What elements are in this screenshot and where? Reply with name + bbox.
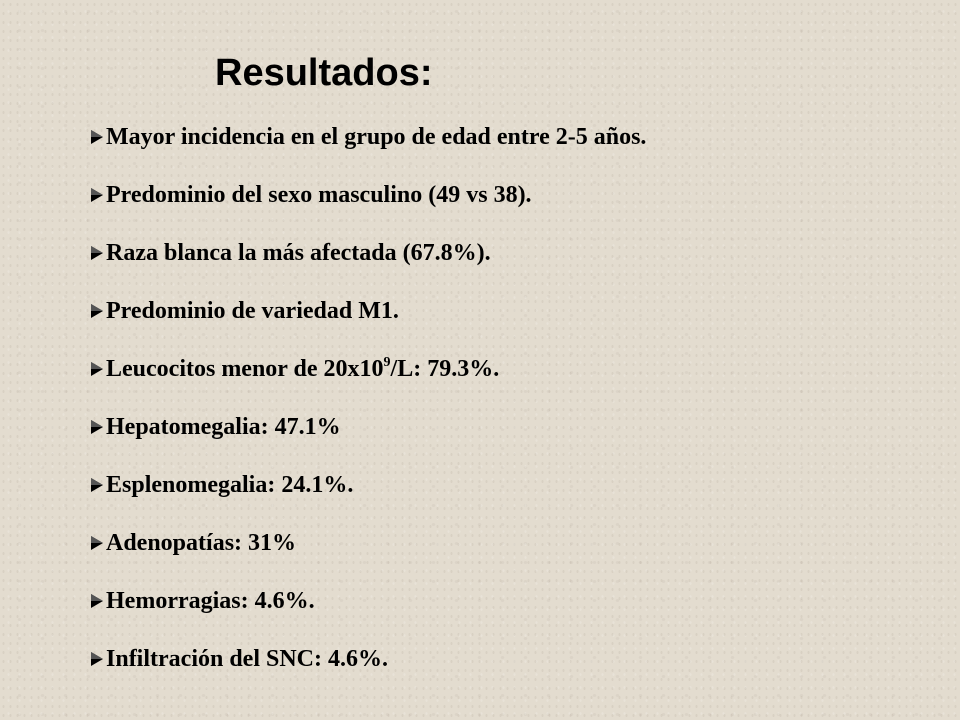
arrow-bullet-icon bbox=[90, 477, 104, 493]
arrow-bullet-icon bbox=[90, 651, 104, 667]
bullet-text bbox=[106, 356, 499, 383]
list-item bbox=[90, 456, 646, 514]
bullet-text-rest: /L: 79.3%. bbox=[390, 355, 500, 382]
arrow-bullet-icon bbox=[90, 419, 104, 435]
list-item bbox=[90, 224, 646, 282]
list-item bbox=[90, 282, 646, 340]
list-item bbox=[90, 108, 646, 166]
results-list bbox=[90, 108, 646, 688]
bullet-text: Hepatomegalia: 47.1% bbox=[106, 413, 341, 440]
arrow-bullet-icon bbox=[90, 187, 104, 203]
bullet-text: Predominio de variedad M1. bbox=[106, 297, 399, 324]
list-item bbox=[90, 340, 646, 398]
list-item bbox=[90, 572, 646, 630]
arrow-bullet-icon bbox=[90, 129, 104, 145]
slide-title: Resultados: bbox=[215, 52, 433, 94]
arrow-bullet-icon bbox=[90, 535, 104, 551]
bullet-text-main: Leucocitos menor de 20x10 bbox=[106, 355, 384, 382]
arrow-bullet-icon bbox=[90, 361, 104, 377]
bullet-text: Hemorragias: 4.6%. bbox=[106, 587, 315, 614]
list-item bbox=[90, 166, 646, 224]
arrow-bullet-icon bbox=[90, 303, 104, 319]
list-item bbox=[90, 398, 646, 456]
arrow-bullet-icon bbox=[90, 245, 104, 261]
list-item bbox=[90, 630, 646, 688]
bullet-text: Esplenomegalia: 24.1%. bbox=[106, 471, 354, 498]
exponent: 9 bbox=[383, 354, 391, 370]
bullet-text: Predominio del sexo masculino (49 vs 38). bbox=[106, 181, 532, 208]
bullet-text: Raza blanca la más afectada (67.8%). bbox=[106, 239, 491, 266]
bullet-text: Mayor incidencia en el grupo de edad entre 2-5 años. bbox=[106, 123, 647, 150]
list-item bbox=[90, 514, 646, 572]
bullet-text: Adenopatías: 31% bbox=[106, 529, 297, 556]
arrow-bullet-icon bbox=[90, 593, 104, 609]
bullet-text: Infiltración del SNC: 4.6%. bbox=[106, 645, 388, 672]
